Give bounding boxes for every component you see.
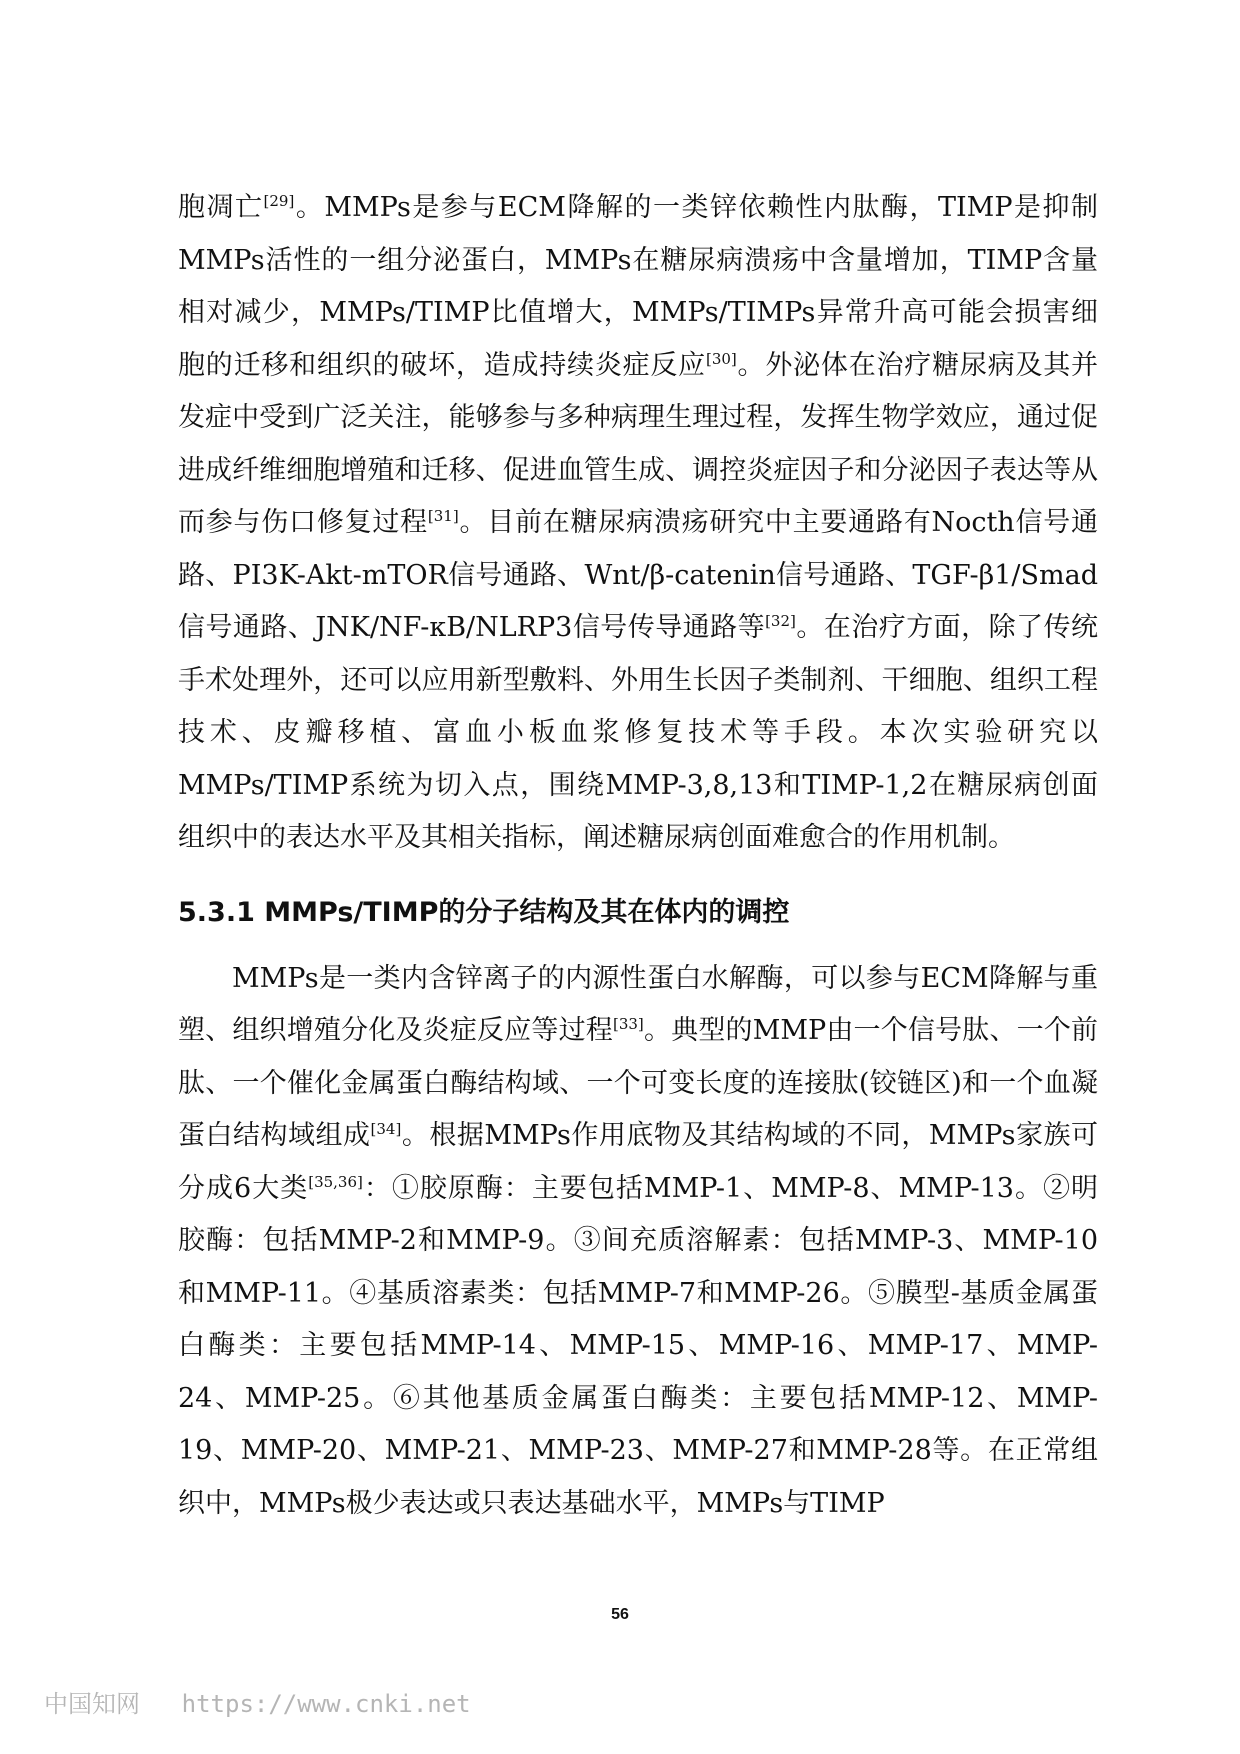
page-number: 56 bbox=[611, 1606, 629, 1623]
text-run: 。典型的MMP由一个信号肽、一个前肽、一个催化金属蛋白酶结构域、一个可变长度的连接肽(铰链区)和一个血凝蛋白结构域组成 bbox=[178, 1015, 1098, 1151]
text-run: 。MMPs是参与ECM降解的一类锌依赖性内肽酶，TIMP是抑制MMPs活性的一组分泌蛋白，MMPs在糖尿病溃疡中含量增加，TIMP含量相对减少，MMPs/TIMP比值增大，MMPs/TIMPs异常升高可能会损害细胞的迁移和组织的破坏，造成持续炎症反应 bbox=[178, 192, 1098, 381]
citation-ref: [35,36] bbox=[308, 1172, 363, 1191]
citation-ref: [32] bbox=[765, 612, 796, 630]
citation-ref: [33] bbox=[612, 1015, 644, 1033]
text-run: 。在治疗方面，除了传统手术处理外，还可以应用新型敷料、外用生长因子类制剂、干细胞、组织工程技术、皮瓣移植、富血小板血浆修复技术等手段。本次实验研究以MMPs/TIMP系统为切入点，围绕MMP-3,8,13和TIMP-1,2在糖尿病创面组织中的表达水平及其相关指标，阐述糖尿病创面难愈合的作用机制。 bbox=[178, 612, 1098, 853]
page-body bbox=[178, 182, 1098, 1530]
text-run: 。根据MMPs作用底物及其结构域的不同，MMPs家族可分成6大类 bbox=[178, 1120, 1099, 1204]
citation-ref: [29] bbox=[263, 192, 295, 210]
text-run: ：①胶原酶：主要包括MMP-1、MMP-8、MMP-13。②明胶酶：包括MMP-2和MMP-9。③间充质溶解素：包括MMP-3、MMP-10和MMP-11。④基质溶素类：包括MMP-7和MMP-26。⑤膜型-基质金属蛋白酶类：主要包括MMP-14、MMP-15、MMP-16、MMP-17、MMP-24、MMP-25。⑥其他基质金属蛋白酶类：主要包括MMP-12、MMP-19、MMP-20、MMP-21、MMP-23、MMP-27和MMP-28等。在正常组织中，MMPs极少表达或只表达基础水平，MMPs与TIMP bbox=[178, 1172, 1099, 1519]
citation-ref: [34] bbox=[370, 1120, 402, 1138]
watermark-url[interactable]: https://www.cnki.net bbox=[181, 1690, 471, 1718]
body-paragraph bbox=[178, 953, 1098, 1531]
text-run: 胞凋亡 bbox=[178, 192, 264, 223]
text-run: 。目前在糖尿病溃疡研究中主要通路有Nocth信号通路、PI3K-Akt-mTOR信号通路、Wnt/β-catenin信号通路、TGF-β1/Smad信号通路、JNK/NF-κB/NLRP3信号传导通路等 bbox=[178, 507, 1098, 643]
section-heading: 5.3.1 MMPs/TIMP的分子结构及其在体内的调控 bbox=[178, 896, 790, 928]
text-run: 。外泌体在治疗糖尿病及其并发症中受到广泛关注，能够参与多种病理生理过程，发挥生物学效应，通过促进成纤维细胞增殖和迁移、促进血管生成、调控炎症因子和分泌因子表达等从而参与伤口修复过程 bbox=[178, 349, 1099, 538]
cnki-watermark bbox=[44, 1684, 471, 1719]
text-run: MMPs是一类内含锌离子的内源性蛋白水解酶，可以参与ECM降解与重塑、组织增殖分化及炎症反应等过程 bbox=[178, 962, 1098, 1046]
citation-ref: [30] bbox=[705, 349, 737, 368]
body-paragraph bbox=[178, 182, 1098, 865]
citation-ref: [31] bbox=[427, 507, 459, 525]
watermark-site-name: 中国知网 bbox=[44, 1690, 140, 1718]
